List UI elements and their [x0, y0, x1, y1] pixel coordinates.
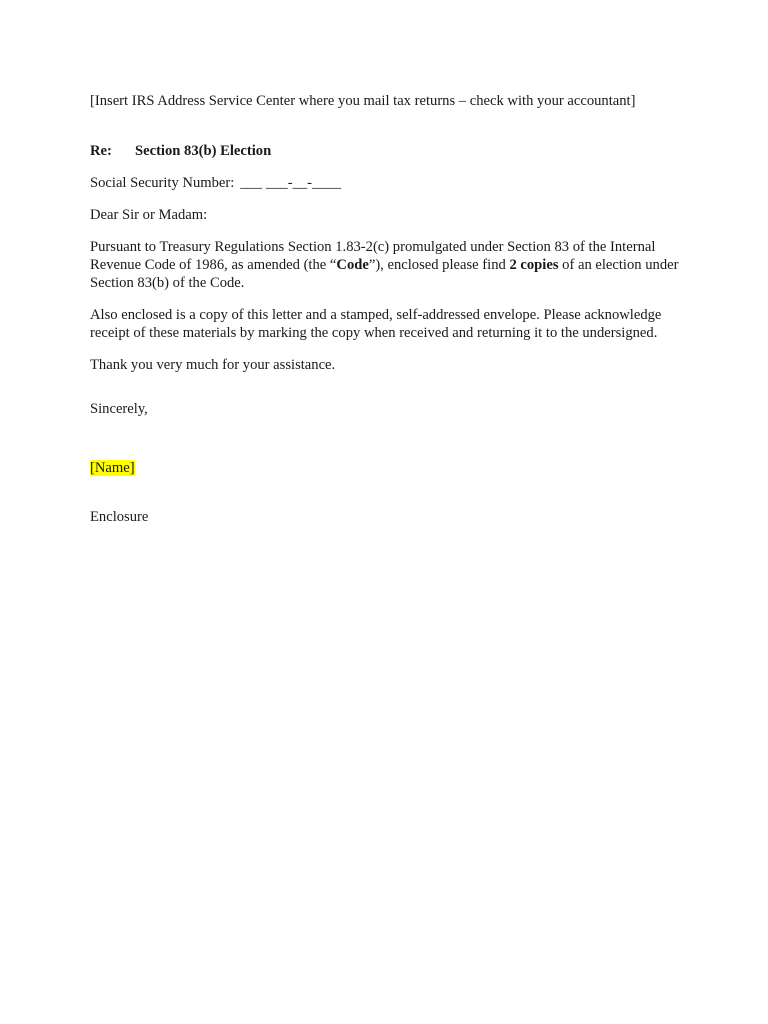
- ssn-line: [90, 174, 690, 192]
- irs-address-placeholder: [Insert IRS Address Service Center where you mail tax returns – check with your accountant]: [90, 93, 636, 109]
- letter-body: [90, 92, 690, 526]
- re-label: Re:: [90, 143, 112, 159]
- paragraph-enclosed: [90, 306, 690, 342]
- re-subject: Section 83(b) Election: [135, 143, 272, 159]
- enclosure-note: Enclosure: [90, 509, 149, 525]
- code-term: Code: [336, 257, 369, 273]
- para1-text-3: of an election under Section 83(b) of the Code.: [90, 257, 679, 291]
- signature-name: [90, 459, 690, 477]
- para2-text: Also enclosed is a copy of this letter and a stamped, self-addressed envelope. Please acknowledge receipt of these materials by marking the copy when received and returning it to the undersigned.: [90, 307, 662, 341]
- ssn-value: ___ ___-__-____: [240, 175, 342, 191]
- closing: Sincerely,: [90, 401, 148, 417]
- paragraph-election: [90, 238, 690, 292]
- name-placeholder: [Name]: [90, 460, 135, 476]
- copies-count: 2 copies: [509, 257, 559, 273]
- para1-text-1: Pursuant to Treasury Regulations Section 1.83-2(c) promulgated under Section 83 of the Internal Revenue Code of 1986, as amended (the “: [90, 239, 656, 273]
- salutation: Dear Sir or Madam:: [90, 207, 208, 223]
- ssn-label: Social Security Number:: [90, 175, 235, 191]
- re-line: [90, 142, 690, 160]
- thanks-line: Thank you very much for your assistance.: [90, 357, 336, 373]
- para1-text-2: ”), enclosed please find: [368, 257, 510, 273]
